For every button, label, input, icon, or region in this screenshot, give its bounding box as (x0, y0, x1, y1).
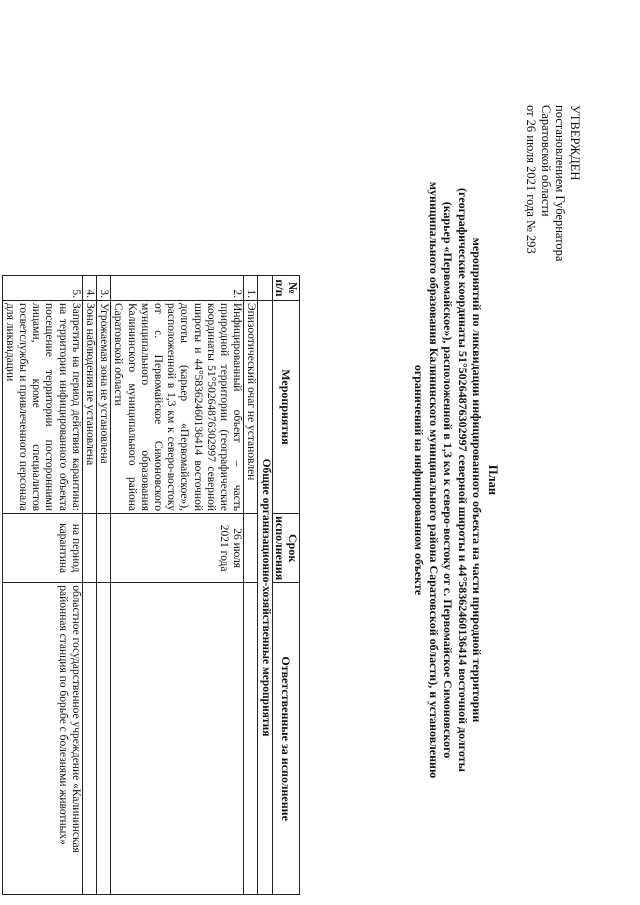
header-responsible: Ответственные за исполнение (272, 583, 299, 895)
row-num: 3. (96, 276, 110, 301)
title-line-1: мероприятий по ликвидации инфицированного объекта на части природной территории (470, 237, 485, 723)
row-num: 4. (82, 276, 96, 301)
section-title: Общие организационно-хозяйственные мероприятия (258, 301, 272, 895)
row-action: Зона наблюдения не установлена (82, 301, 96, 514)
table-row (244, 276, 258, 895)
row-num: 1. (244, 276, 258, 301)
table-header-row (272, 276, 299, 895)
approval-line-2: постановлением Губернатора (553, 105, 568, 262)
section-num-cell (258, 276, 272, 301)
row-action: Эпизоотический очаг не установлен (244, 301, 258, 514)
document-title (411, 180, 500, 780)
approval-line-1: УТВЕРЖДЕН (568, 105, 582, 181)
row-term (96, 514, 110, 583)
row-term (82, 514, 96, 583)
row-num: 5. (2, 276, 82, 301)
table-row (82, 276, 96, 895)
row-term (244, 514, 258, 583)
row-action: Запретить на период действия карантина: на территории инфицированного объекта посещение территории посторонними лицами, кроме специалистов госветслужбы и привлеченного персонала для ликвидации (2, 301, 82, 514)
header-num: № п/п (272, 276, 299, 301)
plan-table (2, 275, 300, 895)
section-row (258, 276, 272, 895)
table-row (2, 276, 82, 895)
table-row (111, 276, 244, 895)
approval-line-4: от 26 июля 2021 года № 293 (524, 105, 539, 254)
approval-block (524, 105, 582, 261)
row-responsible (244, 583, 258, 895)
title-line-4: муниципального образования Калининского муниципального района Саратовской области), и установлению (426, 181, 441, 779)
row-action: Угрожаемая зона не установлена (96, 301, 110, 514)
header-action: Мероприятия (272, 301, 299, 514)
title-line-3: (карьер «Первомайское»), расположенной в 1,3 км к северо-востоку от с. Первомайское Симоновского (441, 201, 456, 759)
table-body (2, 276, 272, 895)
row-term: 26 июля 2021 года (111, 514, 244, 583)
table-row (96, 276, 110, 895)
title-line-5: ограничений на инфицированном объекте (412, 364, 427, 596)
title-line-2: (географические координаты 51°50264876302997 северной широты и 44°58362460136414 восточной долготы (455, 188, 470, 772)
row-responsible (111, 583, 244, 895)
row-action: Инфицированный объект – часть природной территории (географические координаты 51°50264876302997 северной широты и 44°58362460136414 восточной долготы (карьер «Первомайское»), расположенной в 1,3 км к северо-востоку от с. Первомайское Симоновского муниципального образования Калининского муниципального района Саратовской области (111, 301, 244, 514)
row-responsible (96, 583, 110, 895)
row-responsible: областное государственное учреждение «Калининская районная станция по борьбе с болезнями животных» (2, 583, 82, 895)
row-num: 2. (111, 276, 244, 301)
approval-line-3: Саратовской области (539, 105, 553, 217)
title-heading: План (486, 464, 500, 496)
row-term: на период карантина (2, 514, 82, 583)
row-responsible (82, 583, 96, 895)
header-term: Срок исполнения (272, 514, 299, 583)
